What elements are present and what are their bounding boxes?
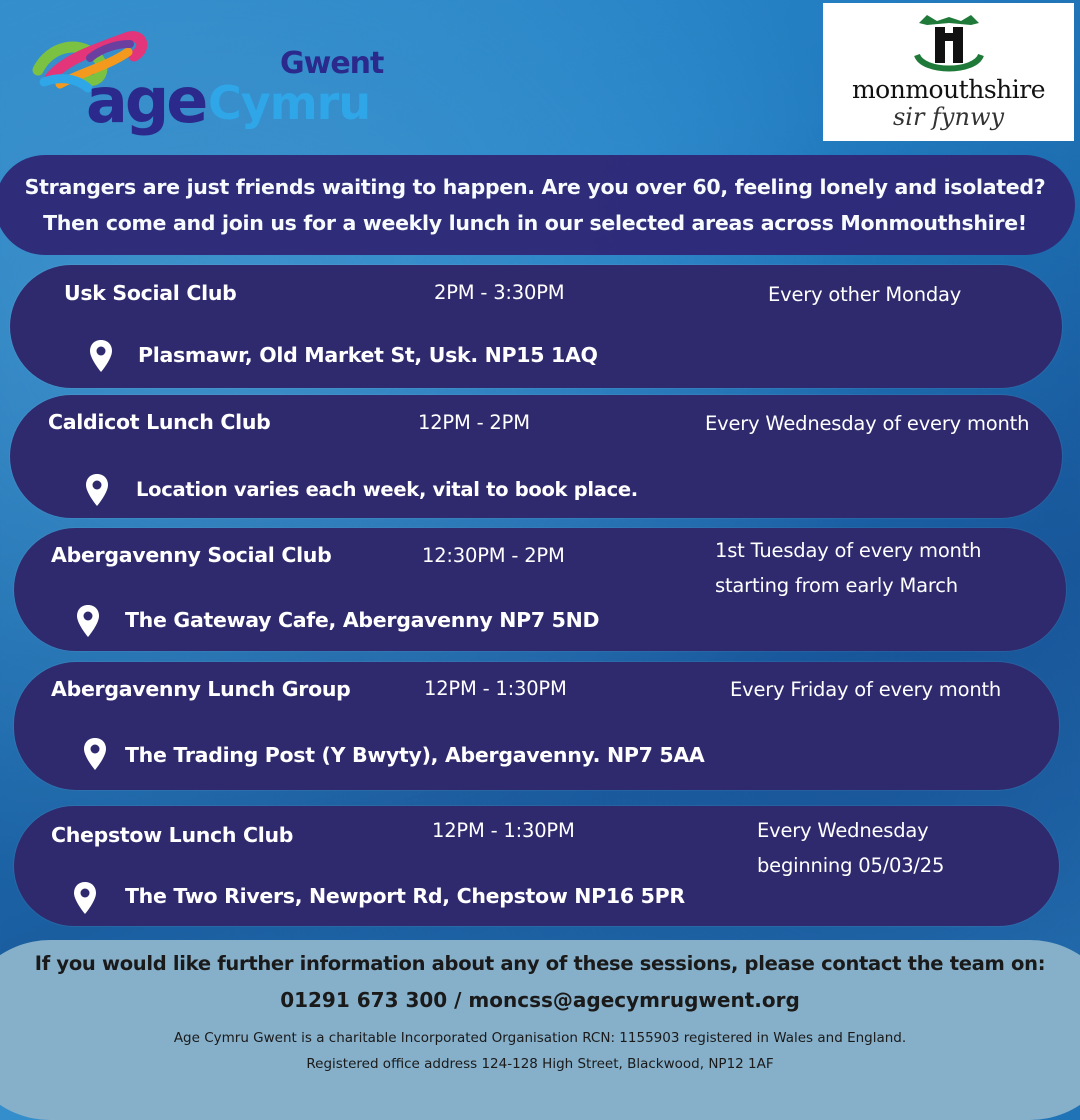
club-name: Abergavenny Social Club	[51, 543, 332, 567]
location-pin-icon	[83, 737, 107, 771]
contact-details: 01291 673 300 / moncss@agecymrugwent.org	[280, 988, 800, 1012]
club-name: Caldicot Lunch Club	[48, 410, 271, 434]
club-frequency: starting from early March	[715, 574, 958, 597]
intro-line-2: Then come and join us for a weekly lunch in our selected areas across Monmouthshire!	[43, 211, 1027, 235]
club-time: 2PM - 3:30PM	[434, 281, 565, 304]
club-name: Chepstow Lunch Club	[51, 823, 294, 847]
age-cymru-gwent-logo	[30, 18, 384, 138]
club-frequency: Every Wednesday	[757, 819, 929, 842]
club-name: Abergavenny Lunch Group	[51, 677, 351, 701]
club-frequency: beginning 05/03/25	[757, 854, 945, 877]
club-time: 12:30PM - 2PM	[422, 544, 565, 567]
location-pin-icon	[73, 881, 97, 915]
club-time: 12PM - 1:30PM	[432, 819, 575, 842]
club-address: The Gateway Cafe, Abergavenny NP7 5ND	[125, 608, 600, 632]
club-card	[14, 662, 1059, 790]
club-card	[14, 806, 1059, 926]
club-card	[10, 265, 1062, 388]
club-time: 12PM - 1:30PM	[424, 677, 567, 700]
location-pin-icon	[85, 473, 109, 507]
club-frequency: 1st Tuesday of every month	[715, 539, 982, 562]
monmouthshire-logo	[823, 3, 1074, 141]
club-address: The Two Rivers, Newport Rd, Chepstow NP16 5PR	[125, 884, 685, 908]
legal-line-1: Age Cymru Gwent is a charitable Incorporated Organisation RCN: 1155903 registered in Wales and England.	[173, 1030, 907, 1046]
legal-line-2: Registered office address 124-128 High Street, Blackwood, NP12 1AF	[306, 1056, 774, 1072]
club-address: The Trading Post (Y Bwyty), Abergavenny. NP7 5AA	[125, 743, 705, 767]
monmouthshire-wordmark: monmouthshire	[851, 75, 1046, 104]
club-address: Location varies each week, vital to book place.	[136, 478, 638, 501]
club-card	[10, 395, 1062, 518]
club-frequency: Every Friday of every month	[730, 678, 1002, 701]
contact-footer	[0, 940, 1080, 1120]
club-name: Usk Social Club	[64, 281, 237, 305]
club-time: 12PM - 2PM	[418, 411, 530, 434]
club-address: Plasmawr, Old Market St, Usk. NP15 1AQ	[138, 343, 598, 367]
age-wordmark: age	[86, 64, 206, 137]
club-frequency: Every other Monday	[768, 283, 962, 306]
cymru-wordmark: Cymru	[208, 76, 371, 130]
intro-banner	[0, 155, 1075, 255]
location-pin-icon	[76, 604, 100, 638]
monmouthshire-crest-icon	[913, 11, 985, 77]
intro-line-1: Strangers are just friends waiting to happen. Are you over 60, feeling lonely and isolated?	[24, 175, 1046, 199]
club-frequency: Every Wednesday of every month	[705, 412, 1030, 435]
location-pin-icon	[89, 339, 113, 373]
gwent-wordmark: Gwent	[280, 46, 384, 81]
contact-prompt: If you would like further information about any of these sessions, please contact the team on:	[34, 952, 1046, 975]
club-card	[14, 528, 1066, 651]
sir-fynwy-wordmark: sir fynwy	[892, 103, 1005, 131]
